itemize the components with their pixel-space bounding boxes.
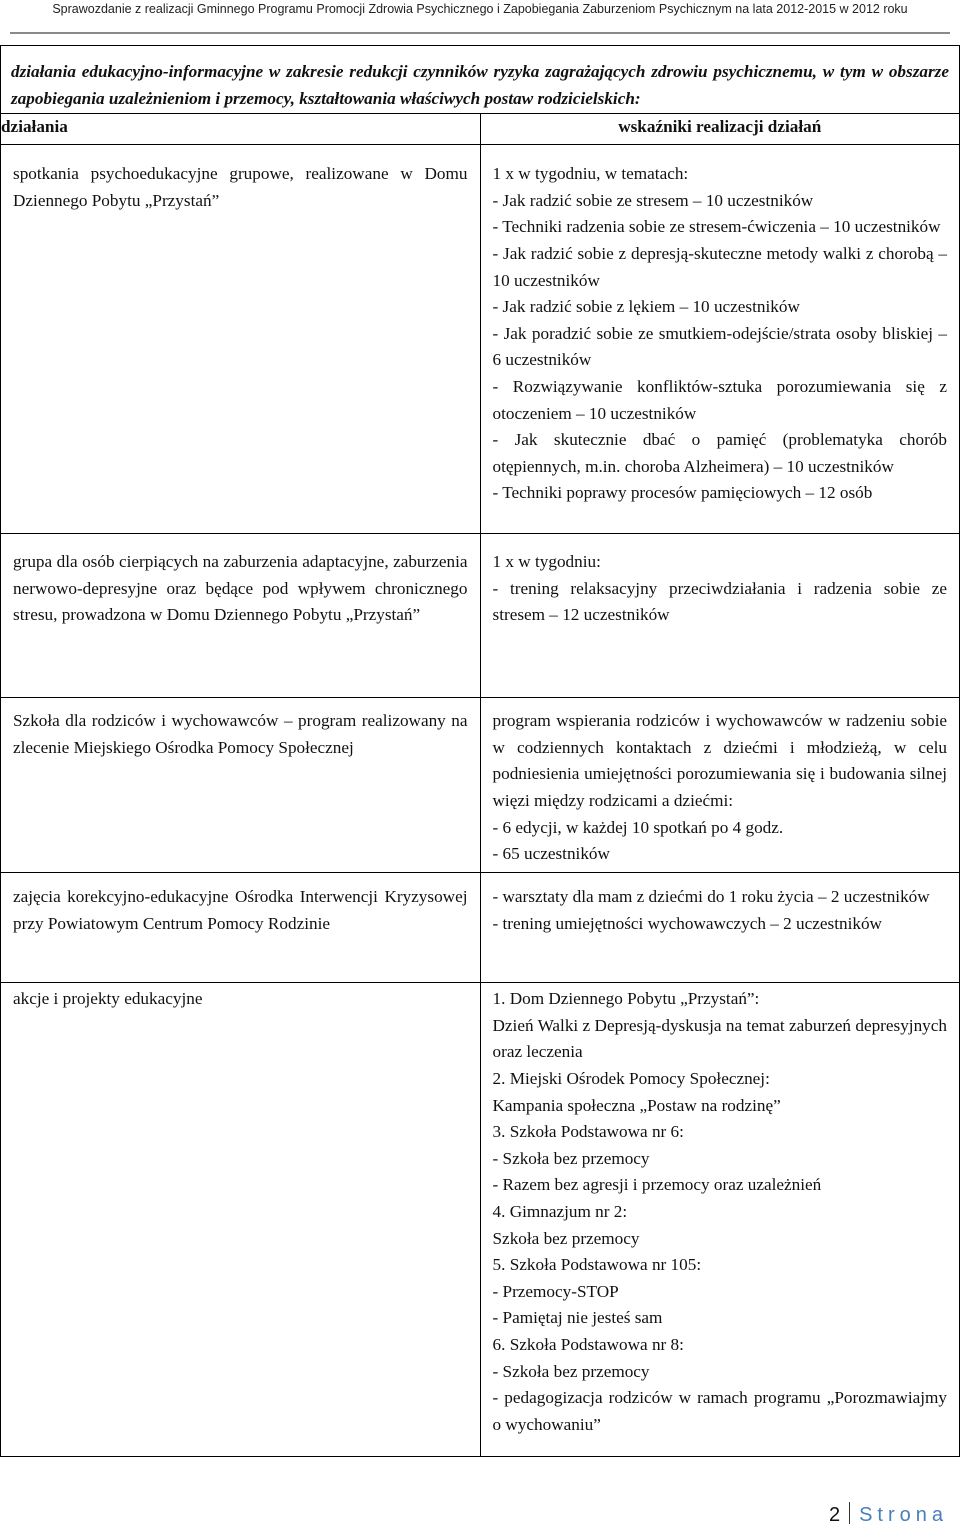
- indicator-line: - trening umiejętności wychowawczych – 2 uczestników: [492, 913, 882, 933]
- action-cell: [1, 534, 481, 698]
- indicator-line: - Razem bez agresji i przemocy oraz uzależnień: [492, 1175, 822, 1195]
- indicator-line: - Jak radzić sobie ze stresem – 10 uczestników: [492, 190, 814, 210]
- indicator-line: - trening relaksacyjny przeciwdziałania i radzenia sobie ze stresem – 12 uczestników: [492, 578, 947, 625]
- indicator-line: 6. Szkoła Podstawowa nr 8:: [492, 1334, 684, 1354]
- table-row: [1, 534, 960, 698]
- indicator-line: 1. Dom Dziennego Pobytu „Przystań”:: [492, 989, 760, 1009]
- indicator-line: - Szkoła bez przemocy: [492, 1361, 650, 1381]
- table-row: [1, 698, 960, 873]
- indicator-cell: [480, 983, 960, 1457]
- table-row: [1, 873, 960, 983]
- indicator-cell: [480, 534, 960, 698]
- indicator-line: - Jak radzić sobie z lękiem – 10 uczestników: [492, 297, 800, 317]
- indicator-line: - Rozwiązywanie konfliktów-sztuka porozumiewania się z otoczeniem – 10 uczestników: [492, 376, 947, 423]
- indicator-line: 3. Szkoła Podstawowa nr 6:: [492, 1122, 684, 1142]
- column-header-actions: działania: [1, 114, 481, 145]
- action-cell: [1, 145, 481, 534]
- indicator-line: - Techniki poprawy procesów pamięciowych – 12 osób: [492, 483, 873, 503]
- column-header-indicators: wskaźniki realizacji działań: [480, 114, 960, 145]
- action-text: akcje i projekty edukacyjne: [13, 989, 203, 1009]
- indicator-line: 5. Szkoła Podstawowa nr 105:: [492, 1255, 702, 1275]
- page-number: 2: [828, 1504, 841, 1526]
- indicator-line: 2. Miejski Ośrodek Pomocy Społecznej:: [492, 1068, 770, 1088]
- indicator-cell: [480, 698, 960, 873]
- indicator-line: 4. Gimnazjum nr 2:: [492, 1201, 628, 1221]
- indicator-line: - 6 edycji, w każdej 10 spotkań po 4 godz.: [492, 817, 784, 837]
- header-title: Sprawozdanie z realizacji Gminnego Programu Promocji Zdrowia Psychicznego i Zapobiegania Zaburzeniom Psychicznym na lata 2012-2015 w 2012 roku: [52, 2, 908, 16]
- indicator-line: - Jak radzić sobie z depresją-skuteczne metody walki z chorobą – 10 uczestników: [492, 243, 947, 290]
- indicator-line: Szkoła bez przemocy: [492, 1228, 640, 1248]
- indicator-line: Kampania społeczna „Postaw na rodzinę”: [492, 1095, 781, 1115]
- indicator-line: - Techniki radzenia sobie ze stresem-ćwiczenia – 10 uczestników: [492, 217, 941, 237]
- indicator-line: 1 x w tygodniu:: [492, 552, 601, 572]
- header-rule: [10, 32, 950, 34]
- indicator-cell: [480, 145, 960, 534]
- report-table: [0, 45, 960, 1457]
- indicator-line: program wspierania rodziców i wychowawców w radzeniu sobie w codziennych kontaktach z dziećmi i młodzieżą, w celu podniesienia umiejętności porozumiewania się i budowania silnej więzi między rodzicami a dziećmi:: [492, 711, 947, 810]
- indicator-line: - Szkoła bez przemocy: [492, 1148, 650, 1168]
- action-text: zajęcia korekcyjno-edukacyjne Ośrodka Interwencji Kryzysowej przy Powiatowym Centrum Pomocy Rodzinie: [13, 887, 468, 933]
- indicator-line: 1 x w tygodniu, w tematach:: [492, 164, 689, 184]
- section-intro: działania edukacyjno-informacyjne w zakresie redukcji czynników ryzyka zagrażających zdrowiu psychicznemu, w tym w obszarze zapobiegania uzależnieniom i przemocy, kształtowania właściwych postaw rodzicielskich:: [1, 46, 960, 114]
- action-text: grupa dla osób cierpiących na zaburzenia adaptacyjne, zaburzenia nerwowo-depresyjne oraz będące pod wpływem chronicznego stresu, prowadzona w Domu Dziennego Pobytu „Przystań”: [13, 552, 468, 625]
- table-row: [1, 145, 960, 534]
- page-word: Strona: [859, 1504, 948, 1526]
- indicator-line: Dzień Walki z Depresją-dyskusja na temat zaburzeń depresyjnych oraz leczenia: [492, 1015, 947, 1062]
- running-header: [0, 0, 960, 22]
- indicator-line: - Przemocy-STOP: [492, 1281, 619, 1301]
- action-text: spotkania psychoedukacyjne grupowe, realizowane w Domu Dziennego Pobytu „Przystań”: [13, 164, 468, 210]
- footer-divider: [849, 1502, 850, 1524]
- page-footer: [829, 1502, 948, 1528]
- action-text: Szkoła dla rodziców i wychowawców – program realizowany na zlecenie Miejskiego Ośrodka Pomocy Społecznej: [13, 711, 468, 757]
- table-row: [1, 983, 960, 1457]
- indicator-line: - warsztaty dla mam z dziećmi do 1 roku życia – 2 uczestników: [492, 887, 930, 907]
- indicator-cell: [480, 873, 960, 983]
- action-cell: [1, 873, 481, 983]
- indicator-line: - Jak poradzić sobie ze smutkiem-odejście/strata osoby bliskiej – 6 uczestników: [492, 323, 947, 370]
- indicator-line: - pedagogizacja rodziców w ramach programu „Porozmawiajmy o wychowaniu”: [492, 1388, 947, 1434]
- indicator-line: - Pamiętaj nie jesteś sam: [492, 1308, 663, 1328]
- indicator-line: - 65 uczestników: [492, 844, 610, 864]
- action-cell: [1, 698, 481, 873]
- indicator-line: - Jak skutecznie dbać o pamięć (problematyka chorób otępiennych, m.in. choroba Alzheimera) – 10 uczestników: [492, 430, 947, 476]
- action-cell: [1, 983, 481, 1457]
